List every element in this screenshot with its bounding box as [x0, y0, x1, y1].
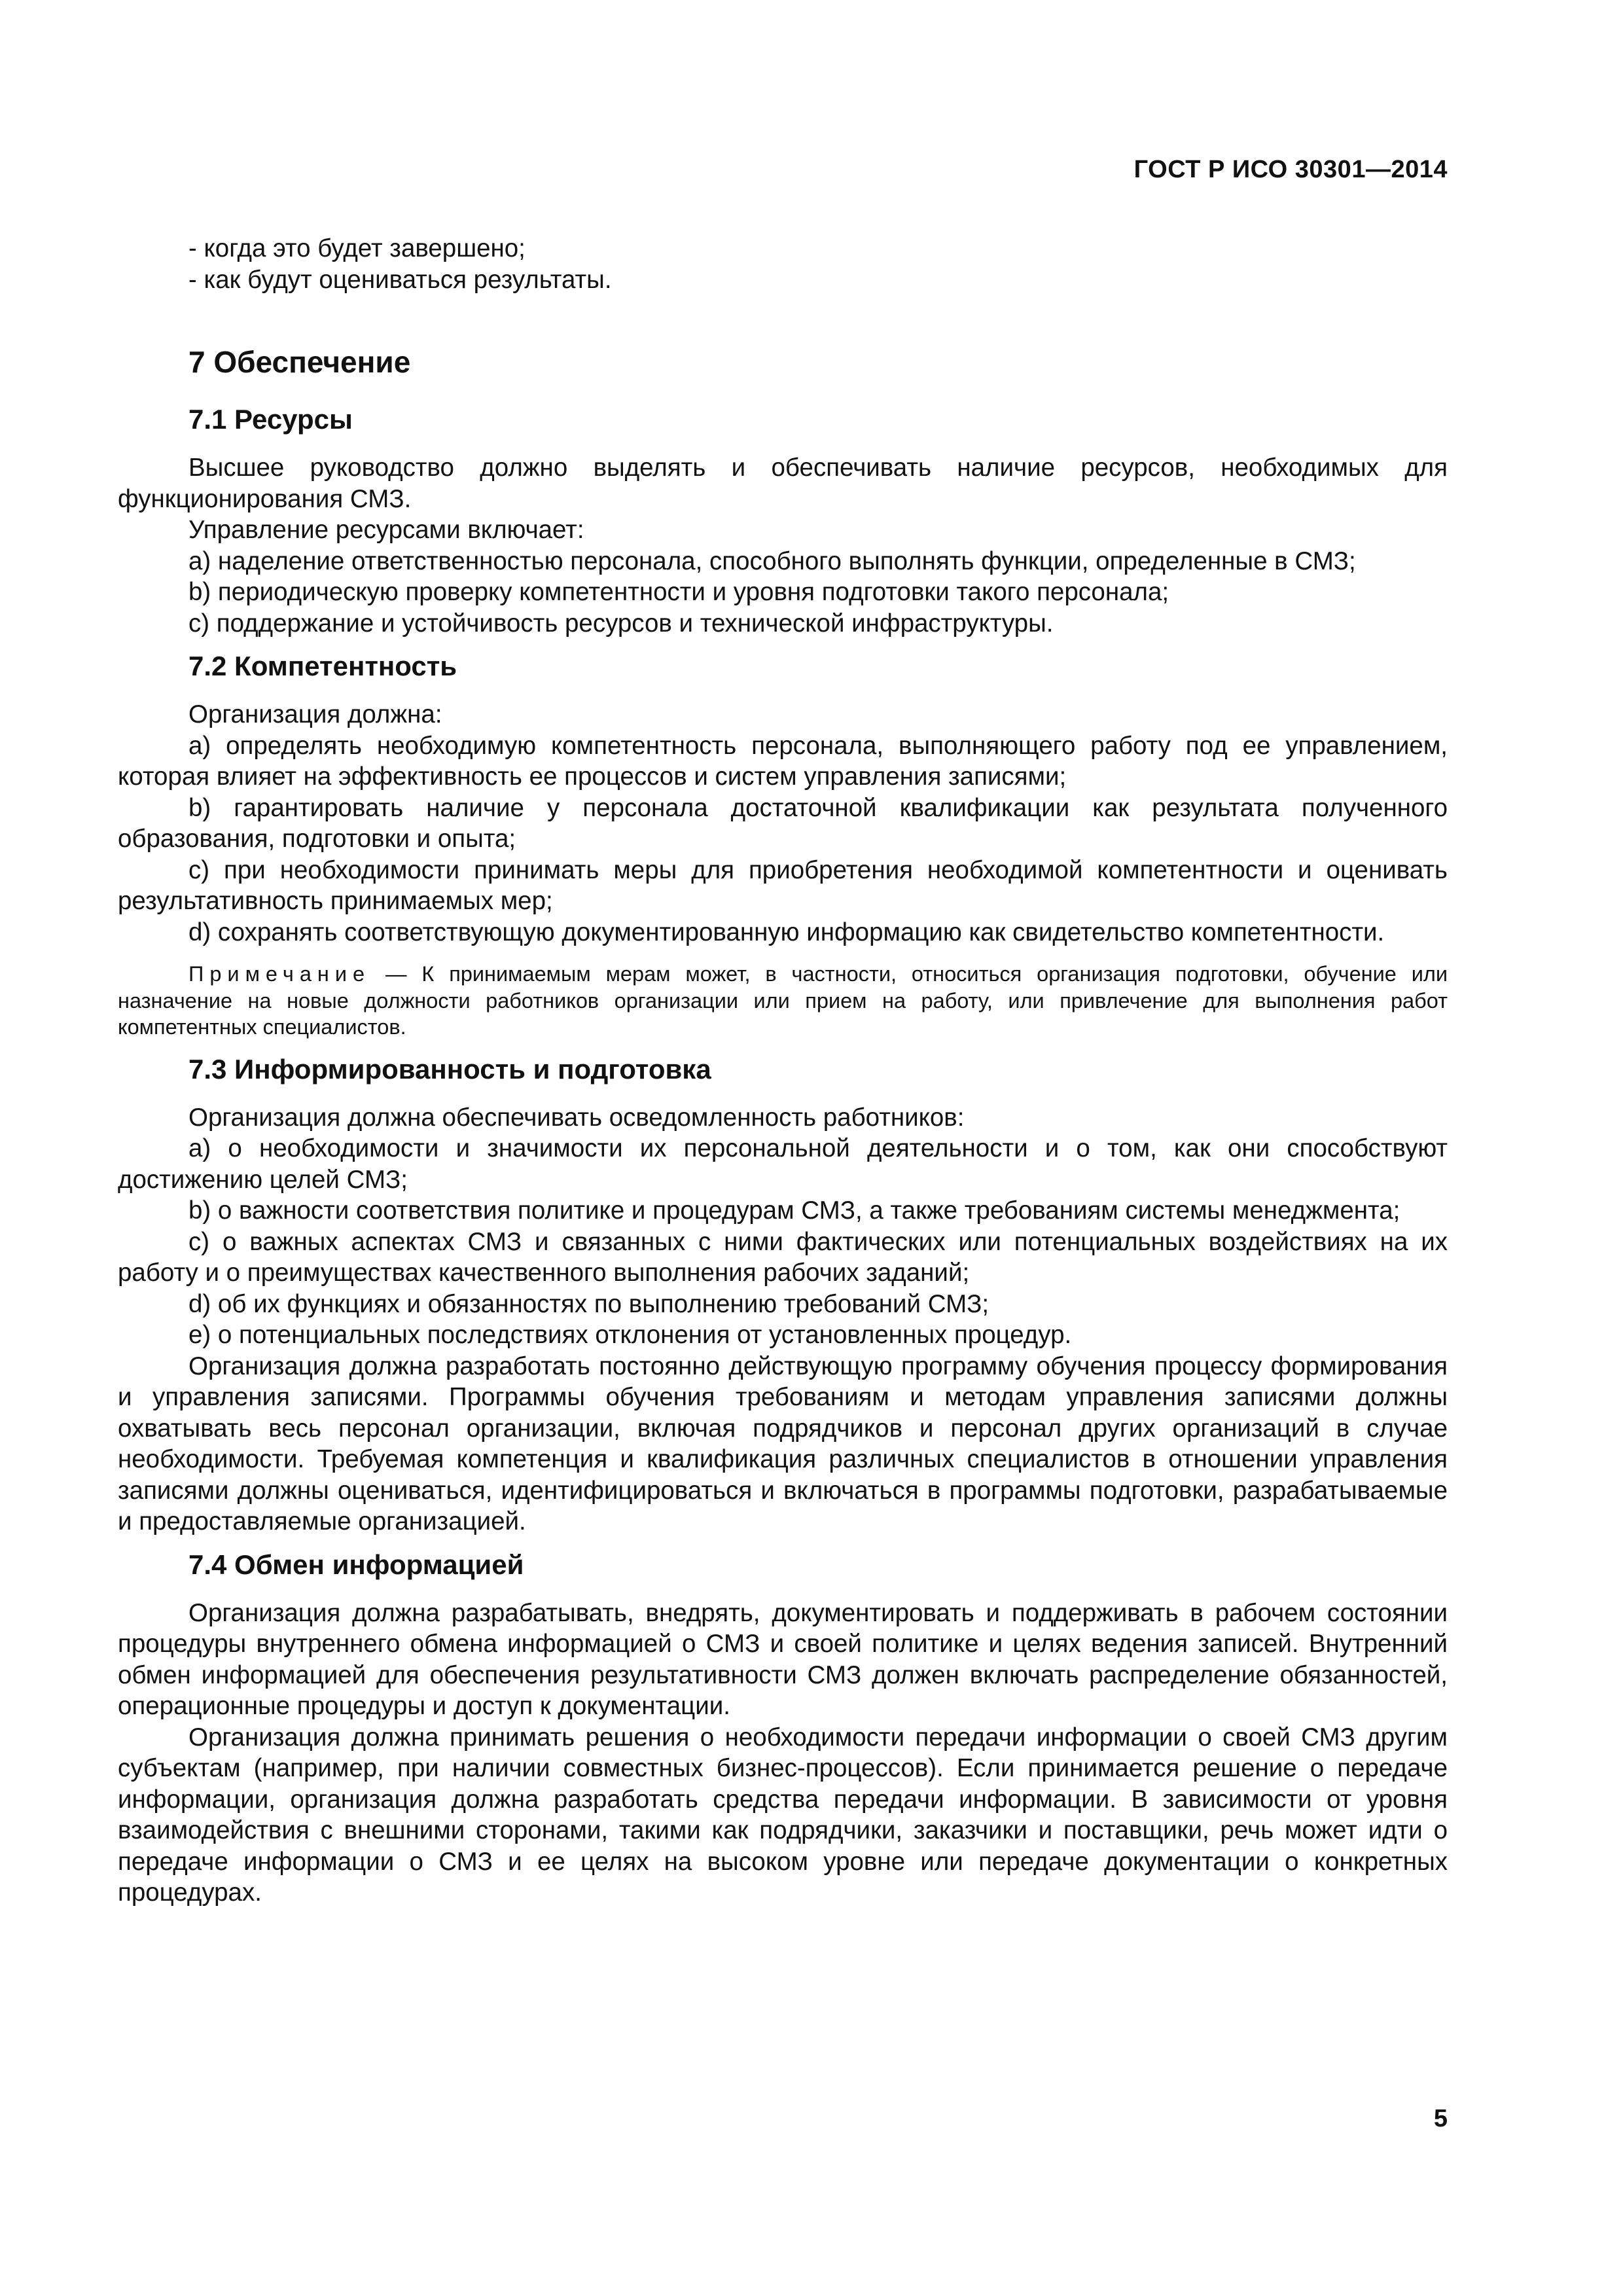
page-number: 5	[1433, 2105, 1448, 2132]
note-label: Примечание	[188, 962, 371, 986]
list-item: c) поддержание и устойчивость ресурсов и технической инфраструктуры.	[188, 609, 1054, 637]
list-item: d) об их функциях и обязанностях по выполнению требований СМЗ;	[188, 1289, 990, 1318]
section-7-4-heading: 7.4 Обмен информацией	[188, 1549, 524, 1580]
document-page	[118, 0, 1448, 2296]
list-item: e) о потенциальных последствиях отклонения от установленных процедур.	[188, 1321, 1072, 1349]
paragraph: Высшее руководство должно выделять и обеспечивать наличие ресурсов, необходимых для функционирования СМЗ.	[118, 454, 1448, 513]
section-7-heading: 7 Обеспечение	[188, 345, 411, 379]
paragraph: Организация должна:	[188, 700, 442, 728]
list-item: c) при необходимости принимать меры для приобретения необходимой компетентности и оценивать результативность принимаемых мер;	[118, 855, 1448, 915]
paragraph: Управление ресурсами включает:	[188, 516, 584, 544]
section-7-2-heading: 7.2 Компетентность	[188, 651, 457, 681]
paragraph: Организация должна обеспечивать осведомленность работников:	[188, 1103, 965, 1132]
list-item: - когда это будет завершено;	[188, 234, 526, 262]
list-item: b) гарантировать наличие у персонала достаточной квалификации как результата полученного образования, подготовки и опыта;	[118, 793, 1448, 853]
list-item: - как будут оцениваться результаты.	[188, 265, 612, 294]
list-item: b) о важности соответствия политике и процедурам СМЗ, а также требованиям системы менеджмента;	[188, 1196, 1400, 1225]
section-7-3-heading: 7.3 Информированность и подготовка	[188, 1053, 711, 1085]
paragraph: Организация должна принимать решения о необходимости передачи информации о своей СМЗ другим субъектам (например, при наличии совместных бизнес-процессов). Если принимается решение о передаче информации, организация должна разработать средства передачи информации. В зависимости от уровня взаимодействия с внешними сторонами, такими как подрядчики, заказчики и поставщики, речь может идти о передаче информации о СМЗ и ее целях на высоком уровне или передаче документации о конкретных процедурах.	[118, 1723, 1448, 1907]
paragraph: Организация должна разработать постоянно действующую программу обучения процессу формирования и управления записями. Программы обучения требованиям и методам управления записями должны охватывать весь персонал организации, включая подрядчиков и персонал других организаций в случае необходимости. Требуемая компетенция и квалификация различных специалистов в отношении управления записями должны оцениваться, идентифицироваться и включаться в программы подготовки, разрабатываемые и предоставляемые организацией.	[118, 1352, 1448, 1535]
list-item: b) периодическую проверку компетентности и уровня подготовки такого персонала;	[188, 578, 1169, 606]
section-7-1-heading: 7.1 Ресурсы	[188, 404, 353, 435]
note-text: — К принимаемым мерам может, в частности, относиться организация подготовки, обучение или назначение на новые должности работников организации или прием на работу, или привлечение для выполнения работ компетентных специалистов.	[118, 962, 1448, 1039]
note	[118, 961, 1448, 1041]
list-item: a) наделение ответственностью персонала, способного выполнять функции, определенные в СМЗ;	[188, 547, 1356, 575]
list-item: a) определять необходимую компетентность персонала, выполняющего работу под ее управлением, которая влияет на эффективность ее процессов и систем управления записями;	[118, 731, 1448, 791]
paragraph: Организация должна разрабатывать, внедрять, документировать и поддерживать в рабочем состоянии процедуры внутреннего обмена информацией о СМЗ и своей политике и целях ведения записей. Внутренний обмен информацией для обеспечения результативности СМЗ должен включать распределение обязанностей, операционные процедуры и доступ к документации.	[118, 1598, 1448, 1720]
page-content	[118, 233, 1448, 1909]
document-code: ГОСТ Р ИСО 30301—2014	[1133, 156, 1448, 183]
list-item: c) о важных аспектах СМЗ и связанных с ними фактических или потенциальных воздействиях на их работу и о преимуществах качественного выполнения рабочих заданий;	[118, 1227, 1448, 1287]
list-item: a) о необходимости и значимости их персональной деятельности и о том, как они способствуют достижению целей СМЗ;	[118, 1134, 1448, 1194]
list-item: d) сохранять соответствующую документированную информацию как свидетельство компетентности.	[188, 918, 1385, 946]
